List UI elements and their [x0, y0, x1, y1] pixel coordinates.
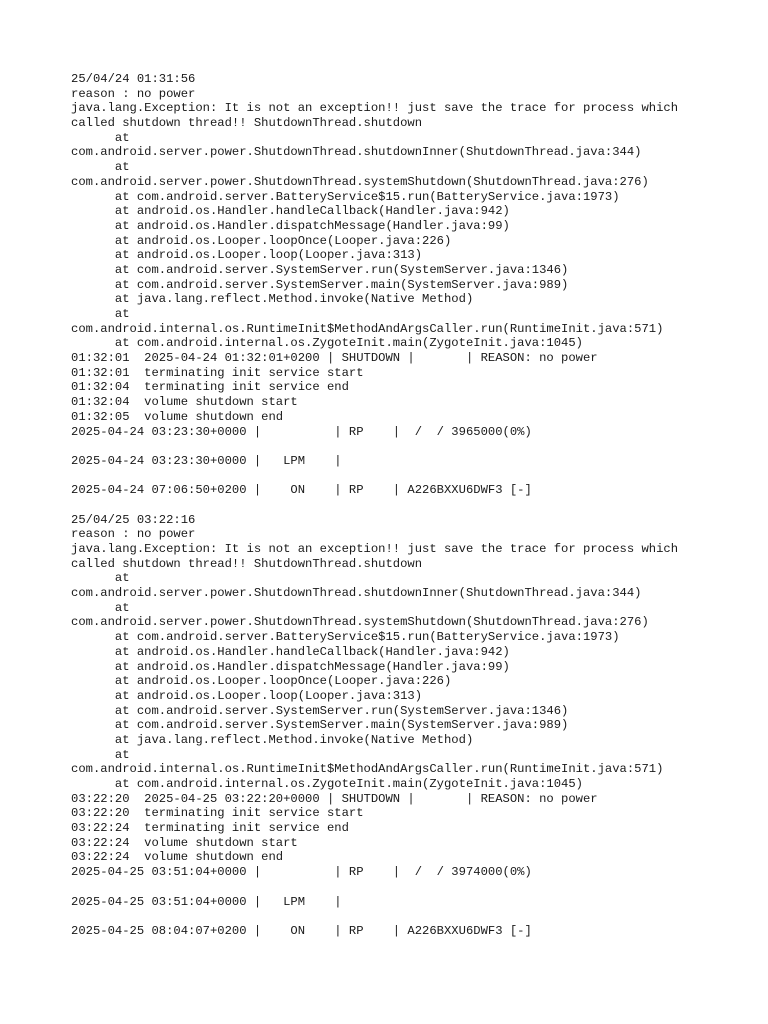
log-line: java.lang.Exception: It is not an exception!! just save the trace for process which — [71, 101, 679, 116]
blank-line — [71, 439, 751, 454]
log-line: at android.os.Handler.dispatchMessage(Handler.java:99) — [71, 218, 510, 233]
log-line: at java.lang.reflect.Method.invoke(Native Method) — [71, 292, 474, 307]
log-line: at com.android.server.BatteryService$15.run(BatteryService.java:1973) — [71, 189, 620, 204]
log-line: com.android.server.power.ShutdownThread.systemShutdown(ShutdownThread.java:276) — [71, 615, 649, 630]
log-line: 01:32:01 2025-04-24 01:32:01+0200 | SHUTDOWN | | REASON: no power — [71, 351, 598, 366]
log-line: at — [71, 747, 130, 762]
log-line: 01:32:04 terminating init service end — [71, 380, 349, 395]
log-line: com.android.internal.os.RuntimeInit$MethodAndArgsCaller.run(RuntimeInit.java:571) — [71, 321, 664, 336]
log-line: java.lang.Exception: It is not an exception!! just save the trace for process which — [71, 542, 679, 556]
log-line: at java.lang.reflect.Method.invoke(Native Method) — [71, 732, 474, 747]
log-line: at com.android.server.SystemServer.main(SystemServer.java:989) — [71, 718, 569, 733]
log-line: at android.os.Handler.handleCallback(Handler.java:942) — [71, 644, 510, 659]
log-line: 01:32:01 terminating init service start — [71, 365, 364, 380]
log-line: 2025-04-25 08:04:07+0200 | ON | RP | A226BXXU6DWF3 [-] — [71, 923, 532, 938]
log-line: 2025-04-24 03:23:30+0000 | LPM | — [71, 453, 342, 468]
log-line: 01:32:05 volume shutdown end — [71, 409, 284, 424]
log-line: at com.android.server.BatteryService$15.run(BatteryService.java:1973) — [71, 630, 620, 645]
log-line: at com.android.server.SystemServer.run(SystemServer.java:1346) — [71, 703, 569, 718]
log-line: 03:22:20 2025-04-25 03:22:20+0000 | SHUTDOWN | | REASON: no power — [71, 791, 598, 806]
blank-line — [71, 909, 751, 924]
log-line: 03:22:24 terminating init service end — [71, 821, 349, 836]
log-line: at com.android.server.SystemServer.run(SystemServer.java:1346) — [71, 262, 569, 277]
log-line: reason : no power — [71, 86, 196, 101]
log-line: 03:22:24 volume shutdown start — [71, 835, 298, 850]
log-line: 03:22:20 terminating init service start — [71, 806, 364, 821]
log-line: com.android.server.power.ShutdownThread.shutdownInner(ShutdownThread.java:344) — [71, 586, 642, 601]
log-line: 01:32:04 volume shutdown start — [71, 395, 298, 410]
log-line: reason : no power — [71, 527, 196, 542]
log-line: called shutdown thread!! ShutdownThread.shutdown — [71, 556, 423, 571]
log-line: 2025-04-25 03:51:04+0000 | LPM | — [71, 894, 342, 909]
log-line: 25/04/24 01:31:56 — [71, 72, 196, 86]
log-line: 25/04/25 03:22:16 — [71, 512, 196, 527]
log-line: com.android.server.power.ShutdownThread.shutdownInner(ShutdownThread.java:344) — [71, 145, 642, 160]
log-line: at android.os.Looper.loopOnce(Looper.java:226) — [71, 233, 452, 248]
log-line: at — [71, 571, 130, 586]
log-line: at — [71, 307, 130, 321]
log-document — [71, 72, 751, 939]
log-body — [71, 72, 751, 939]
log-line: called shutdown thread!! ShutdownThread.shutdown — [71, 116, 423, 131]
log-line: at android.os.Looper.loopOnce(Looper.java:226) — [71, 674, 452, 689]
log-line: 2025-04-25 03:51:04+0000 | | RP | / / 3974000(0%) — [71, 865, 532, 880]
blank-line — [71, 469, 751, 484]
log-line: at android.os.Handler.dispatchMessage(Handler.java:99) — [71, 659, 510, 674]
log-line: at android.os.Looper.loop(Looper.java:313) — [71, 688, 423, 703]
log-line: at android.os.Looper.loop(Looper.java:313) — [71, 248, 423, 263]
log-line: at android.os.Handler.handleCallback(Handler.java:942) — [71, 204, 510, 219]
log-line: at com.android.internal.os.ZygoteInit.main(ZygoteInit.java:1045) — [71, 336, 583, 351]
log-line: com.android.server.power.ShutdownThread.systemShutdown(ShutdownThread.java:276) — [71, 174, 649, 189]
log-line: com.android.internal.os.RuntimeInit$MethodAndArgsCaller.run(RuntimeInit.java:571) — [71, 762, 664, 777]
log-line: at — [71, 130, 130, 145]
log-line: at — [71, 160, 130, 175]
log-line: 03:22:24 volume shutdown end — [71, 850, 284, 865]
blank-line — [71, 880, 751, 895]
log-line: at com.android.internal.os.ZygoteInit.main(ZygoteInit.java:1045) — [71, 777, 583, 791]
blank-line — [71, 498, 751, 513]
log-line: 2025-04-24 07:06:50+0200 | ON | RP | A226BXXU6DWF3 [-] — [71, 483, 532, 498]
log-line: at com.android.server.SystemServer.main(SystemServer.java:989) — [71, 277, 569, 292]
log-line: at — [71, 600, 130, 615]
log-line: 2025-04-24 03:23:30+0000 | | RP | / / 3965000(0%) — [71, 424, 532, 439]
